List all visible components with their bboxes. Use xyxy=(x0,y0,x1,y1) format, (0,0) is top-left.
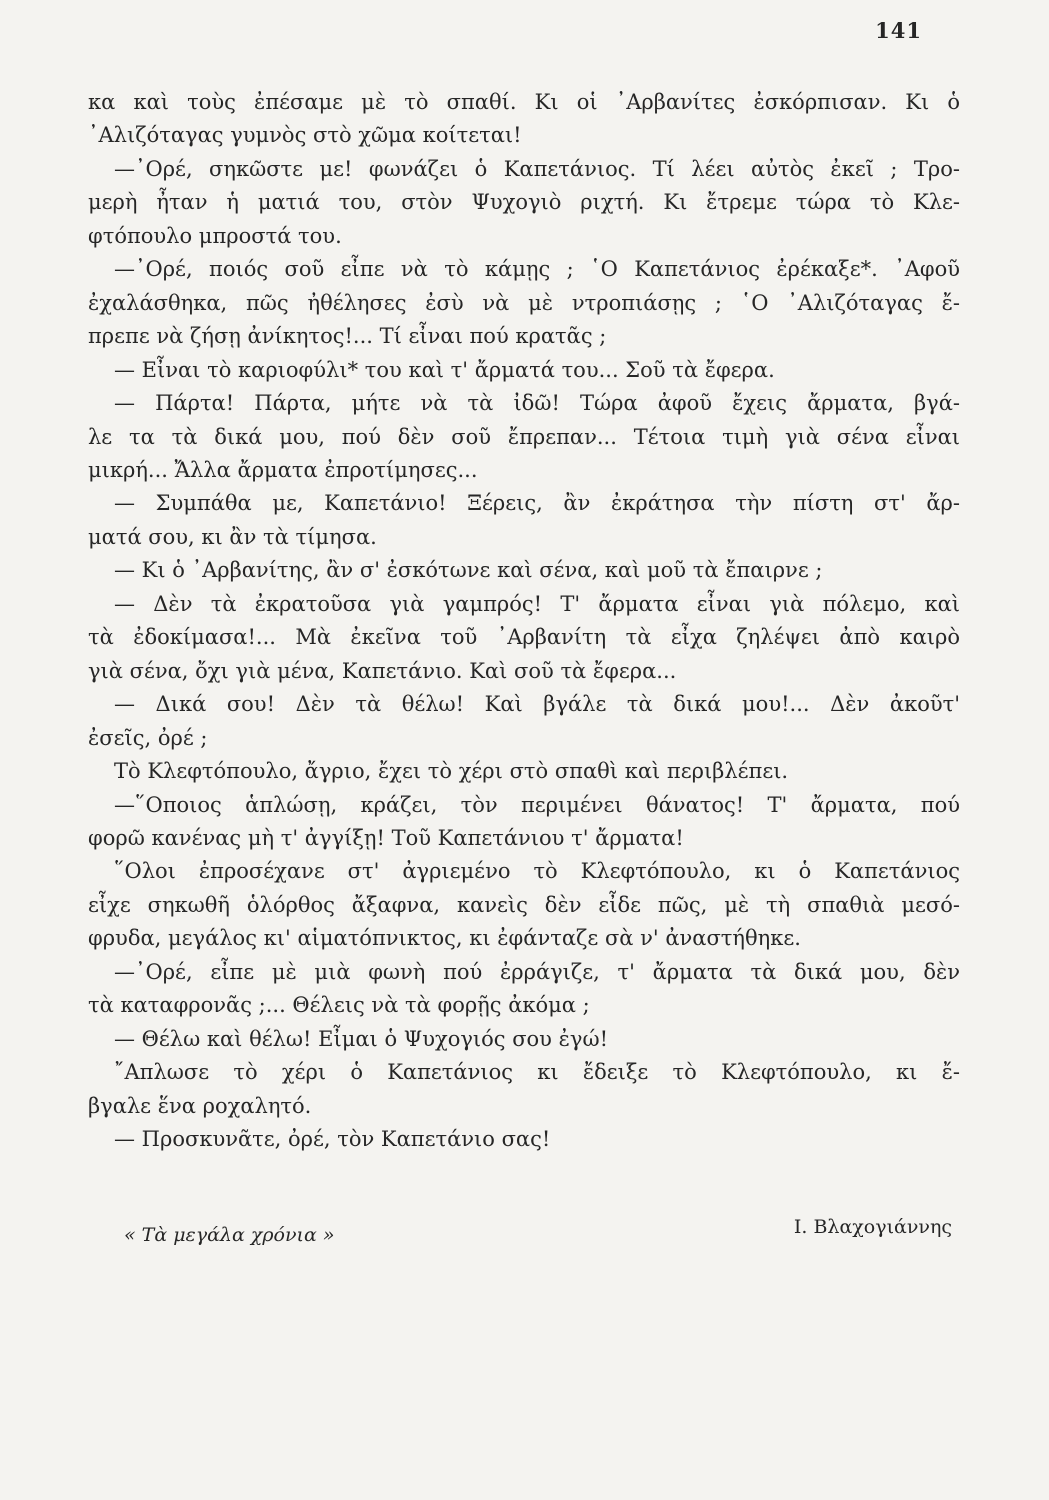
text-line: — Δὲν τὰ ἐκρατοῦσα γιὰ γαμπρός! Τ' ἄρματα εἶναι γιὰ πόλεμο, καὶ xyxy=(114,591,960,616)
page-number: 141 xyxy=(875,18,922,43)
text-line: — Θέλω καὶ θέλω! Εἶμαι ὁ Ψυχογιός σου ἐγώ! xyxy=(114,1026,609,1051)
text-line: ἐχαλάσθηκα, πῶς ἠθέλησες ἐσὺ νὰ μὲ ντροπιάσῃς ; ῾Ο ᾿Αλιζόταγας ἔ- xyxy=(88,290,960,315)
signature-row xyxy=(124,1216,952,1250)
text-line: φρυδα, μεγάλος κι' αἱματόπνικτος, κι ἐφάνταζε σὰ ν' ἀναστήθηκε. xyxy=(88,926,801,951)
text-line: — Δικά σου! Δὲν τὰ θέλω! Καὶ βγάλε τὰ δικά μου!... Δὲν ἀκοῦτ' xyxy=(114,692,960,717)
text-line: ῞Ολοι ἐπροσέχανε στ' ἀγριεμένο τὸ Κλεφτόπουλο, κι ὁ Καπετάνιος xyxy=(114,859,960,884)
text-line: —᾿Ορέ, ποιός σοῦ εἶπε νὰ τὸ κάμῃς ; ῾Ο Καπετάνιος ἐρέκαξε*. ᾿Αφοῦ xyxy=(114,257,960,282)
text-line: — Προσκυνᾶτε, ὀρέ, τὸν Καπετάνιο σας! xyxy=(114,1127,551,1152)
text-line: ματά σου, κι ἂν τὰ τίμησα. xyxy=(88,524,377,549)
text-line: κα καὶ τοὺς ἐπέσαμε μὲ τὸ σπαθί. Κι οἱ ᾿Αρβανίτες ἐσκόρπισαν. Κι ὁ xyxy=(88,90,960,114)
text-line: — Εἶναι τὸ καριοφύλι* του καὶ τ' ἄρματά του... Σοῦ τὰ ἔφερα. xyxy=(114,357,775,382)
text-line: μερὴ ἦταν ἡ ματιά του, στὸν Ψυχογιὸ ριχτή. Κι ἔτρεμε τώρα τὸ Κλε- xyxy=(88,190,960,215)
text-body xyxy=(88,86,960,1157)
author-name: Ι. Βλαχογιάννης xyxy=(793,1216,952,1238)
text-line: — Πάρτα! Πάρτα, μήτε νὰ τὰ ἰδῶ! Τώρα ἀφοῦ ἔχεις ἄρματα, βγά- xyxy=(114,391,960,416)
text-line: γιὰ σένα, ὄχι γιὰ μένα, Καπετάνιο. Καὶ σοῦ τὰ ἔφερα... xyxy=(88,658,677,683)
text-line: ᾿Αλιζόταγας γυμνὸς στὸ χῶμα κοίτεται! xyxy=(88,123,522,148)
text-line: τὰ ἐδοκίμασα!... Μὰ ἐκεῖνα τοῦ ᾿Αρβανίτη τὰ εἶχα ζηλέψει ἀπὸ καιρὸ xyxy=(88,625,960,650)
text-line: τὰ καταφρονᾶς ;... Θέλεις νὰ τὰ φορῇς ἀκόμα ; xyxy=(88,993,590,1018)
text-line: —᾿Ορέ, σηκῶστε με! φωνάζει ὁ Καπετάνιος. Τί λέει αὐτὸς ἐκεῖ ; Τρο- xyxy=(114,156,960,181)
text-line: λε τα τὰ δικά μου, πού δὲν σοῦ ἔπρεπαν... Τέτοια τιμὴ γιὰ σένα εἶναι xyxy=(88,424,960,449)
text-line: μικρή... Ἄλλα ἄρματα ἐπροτίμησες... xyxy=(88,457,478,482)
text-line: φορῶ κανένας μὴ τ' ἀγγίξῃ! Τοῦ Καπετάνιου τ' ἄρματα! xyxy=(88,825,684,850)
text-line: βγαλε ἕνα ροχαλητό. xyxy=(88,1093,312,1118)
text-line: — Κι ὁ ᾿Αρβανίτης, ἂν σ' ἐσκότωνε καὶ σένα, καὶ μοῦ τὰ ἔπαιρνε ; xyxy=(114,558,823,583)
text-line: ῎Απλωσε τὸ χέρι ὁ Καπετάνιος κι ἔδειξε τὸ Κλεφτόπουλο, κι ἔ- xyxy=(114,1060,960,1085)
text-line: —῞Οποιος ἁπλώσῃ, κράζει, τὸν περιμένει θάνατος! Τ' ἄρματα, πού xyxy=(114,792,960,817)
text-line: Τὸ Κλεφτόπουλο, ἄγριο, ἔχει τὸ χέρι στὸ σπαθὶ καὶ περιβλέπει. xyxy=(114,759,789,784)
text-line: —᾿Ορέ, εἶπε μὲ μιὰ φωνὴ πού ἐρράγιζε, τ' ἄρματα τὰ δικά μου, δὲν xyxy=(114,959,960,984)
text-line: — Συμπάθα με, Καπετάνιο! Ξέρεις, ἂν ἐκράτησα τὴν πίστη στ' ἄρ- xyxy=(114,491,960,516)
text-line: εἶχε σηκωθῆ ὁλόρθος ἄξαφνα, κανεὶς δὲν εἶδε πῶς, μὲ τὴ σπαθιὰ μεσό- xyxy=(88,892,960,917)
text-line: ἐσεῖς, ὀρέ ; xyxy=(88,725,208,750)
source-title: « Τὰ μεγάλα χρόνια » xyxy=(124,1224,335,1246)
text-line: φτόπουλο μπροστά του. xyxy=(88,223,342,248)
text-line: πρεπε νὰ ζήσῃ ἀνίκητος!... Τί εἶναι πού κρατᾶς ; xyxy=(88,324,607,349)
